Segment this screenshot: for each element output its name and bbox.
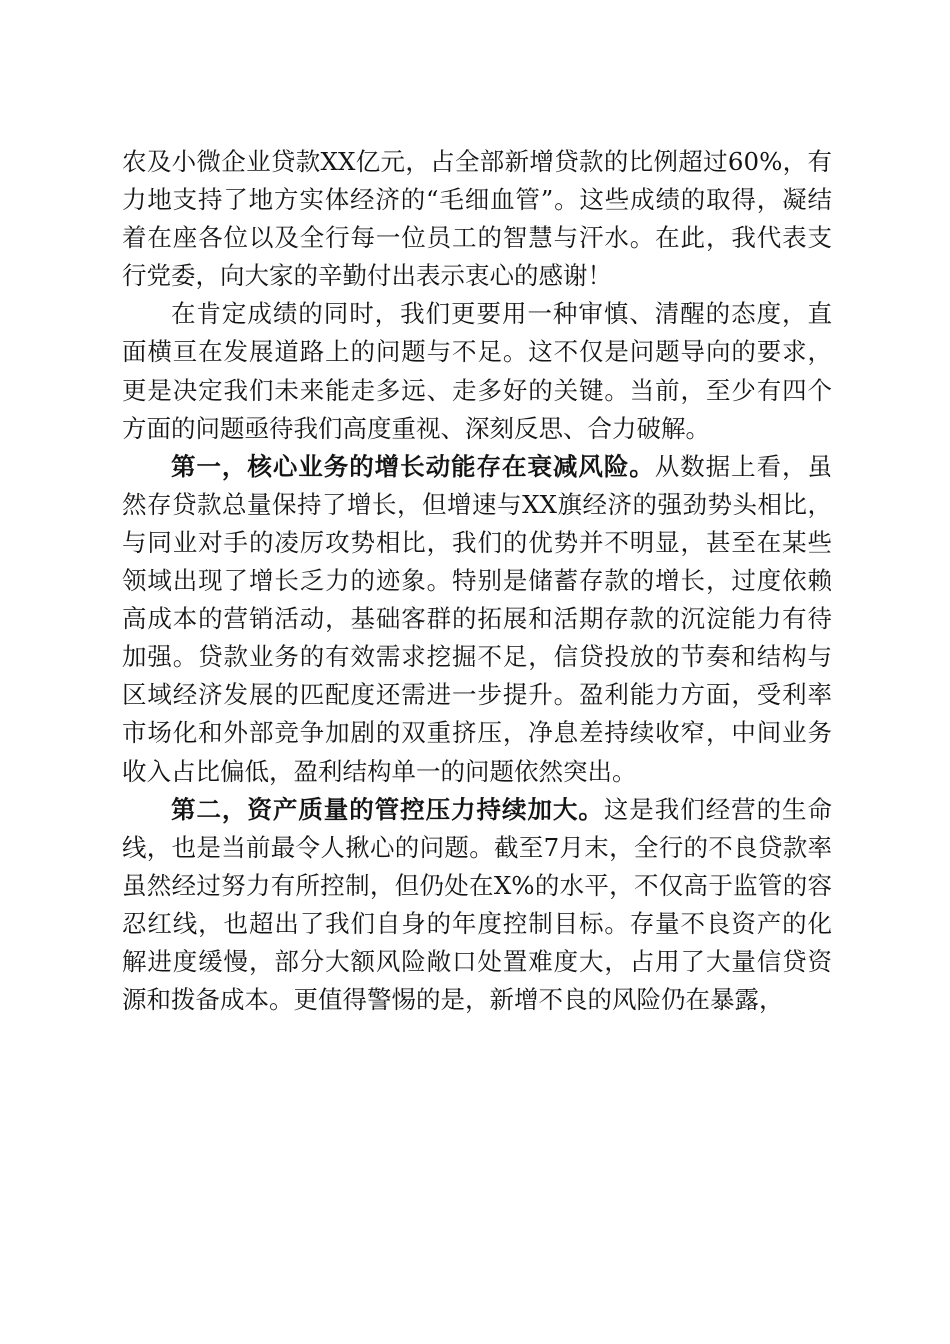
paragraph-4 bbox=[122, 791, 832, 1020]
paragraph-1 bbox=[122, 143, 832, 295]
paragraph-2 bbox=[122, 295, 832, 447]
paragraph-3-text: 从数据上看，虽然存贷款总量保持了增长，但增速与XX旗经济的强劲势头相比，与同业对手的凌厉攻势相比，我们的优势并不明显，甚至在某些领域出现了增长乏力的迹象。特别是储蓄存款的增长，过度依赖高成本的营销活动，基础客群的拓展和活期存款的沉淀能力有待加强。贷款业务的有效需求挖掘不足，信贷投放的节奏和结构与区域经济发展的匹配度还需进一步提升。盈利能力方面，受利率市场化和外部竞争加剧的双重挤压，净息差持续收窄，中间业务收入占比偏低，盈利结构单一的问题依然突出。 bbox=[122, 451, 833, 786]
paragraph-3-lead: 第一，核心业务的增长动能存在衰减风险。 bbox=[171, 451, 655, 481]
paragraph-4-lead: 第二，资产质量的管控压力持续加大。 bbox=[171, 794, 604, 824]
paragraph-1-text: 农及小微企业贷款XX亿元，占全部新增贷款的比例超过60%，有力地支持了地方实体经济的“毛细血管”。这些成绩的取得，凝结着在座各位以及全行每一位员工的智慧与汗水。在此，我代表支行党委，向大家的辛勤付出表示衷心的感谢！ bbox=[122, 147, 832, 291]
paragraph-4-text: 这是我们经营的生命线，也是当前最令人揪心的问题。截至7月末，全行的不良贷款率虽然经过努力有所控制，但仍处在X%的水平，不仅高于监管的容忍红线，也超出了我们自身的年度控制目标。存量不良资产的化解进度缓慢，部分大额风险敞口处置难度大，占用了大量信贷资源和拨备成本。更值得警惕的是，新增不良的风险仍在暴露， bbox=[122, 794, 833, 1015]
paragraph-2-text: 在肯定成绩的同时，我们更要用一种审慎、清醒的态度，直面横亘在发展道路上的问题与不足。这不仅是问题导向的要求，更是决定我们未来能走多远、走多好的关键。当前，至少有四个方面的问题亟待我们高度重视、深刻反思、合力破解。 bbox=[122, 299, 832, 443]
paragraph-3 bbox=[122, 448, 832, 791]
document-body bbox=[122, 143, 832, 1019]
